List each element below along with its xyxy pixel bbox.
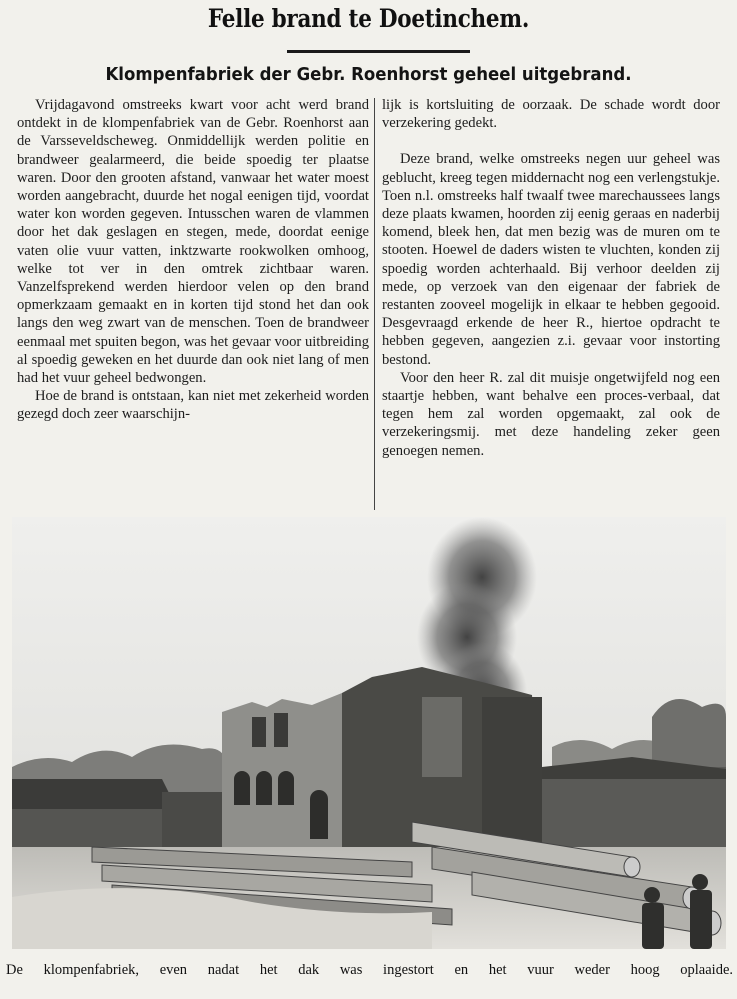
headline: Felle brand te Doetinchem.	[207, 4, 530, 33]
article-paragraph: Hoe de brand is ontstaan, kan niet met zekerheid worden gezegd doch zeer waarschijn-	[17, 388, 369, 423]
burning-factory-photo	[12, 517, 726, 949]
column-divider	[374, 98, 375, 510]
article-paragraph: Vrijdagavond omstreeks kwart voor acht werd brand ontdekt in de klompenfabriek van de Gebr. Roenhorst aan de Varsseveldscheweg. Onmiddellijk werden politie en brandweer gealarmeerd, die beide spoedig ter plaatse waren. Door den grooten afstand, vanwaar het water moest worden aangebracht, duurde het nogal eenigen tijd, voordat water kon worden gegeven. Intusschen waren de vlammen door het dak geslagen en stegen, mede, doordat eenige vaten olie vuur vatten, inktzwarte rookwolken omhoog, welke tot ver in den omtrek zichtbaar waren. Vanzelfsprekend werden hierdoor velen op den brand opmerkzaam gemaakt en in korten tijd stond het dan ook langs den weg zwart van de menschen. Toen de brandweer eenmaal met spuiten begon, was het gevaar voor uitbreiding al spoedig geweken en het duurde dan ook niet lang of men had het vuur geheel bedwongen.	[17, 97, 369, 387]
subheadline: Klompenfabriek der Gebr. Roenhorst geheel uitgebrand.	[105, 64, 632, 85]
news-photo	[12, 517, 726, 949]
article-paragraph: lijk is kortsluiting de oorzaak. De schade wordt door verzekering gedekt.	[382, 97, 720, 132]
article-paragraph: Deze brand, welke omstreeks negen uur geheel was geblucht, kreeg tegen middernacht nog een verlengstukje. Toen n.l. omstreeks half twaalf twee marechaussees langs deze plaats kwamen, hoorden zij eenig geraas en naderbij komend, bleek hen, dat men bezig was de muren om te stooten. Hoewel de daders wisten te vluchten, konden zij spoedig worden achterhaald. Bij verhoor deelden zij mede, op verzoek van den eigenaar der fabriek de restanten zooveel mogelijk in elkaar te hebben gegooid. Desgevraagd erkende de heer R., hiertoe opdracht te hebben gegeven, aangezien z.i. gevaar voor instorting bestond.	[382, 151, 720, 368]
photo-caption: De klompenfabriek, even nadat het dak was ingestort en het vuur weder hoog oplaaide.	[6, 962, 733, 978]
article-paragraph: Voor den heer R. zal dit muisje ongetwijfeld nog een staartje hebben, want behalve een proces-verbaal, dat tegen hem zal worden opgemaakt, zal ook de verzekeringsmij. met deze handeling zeker geen genoegen nemen.	[382, 369, 720, 459]
article-column-left	[17, 96, 369, 514]
article-column-right	[382, 96, 720, 514]
headline-rule	[287, 50, 470, 53]
shed-right	[542, 767, 726, 857]
